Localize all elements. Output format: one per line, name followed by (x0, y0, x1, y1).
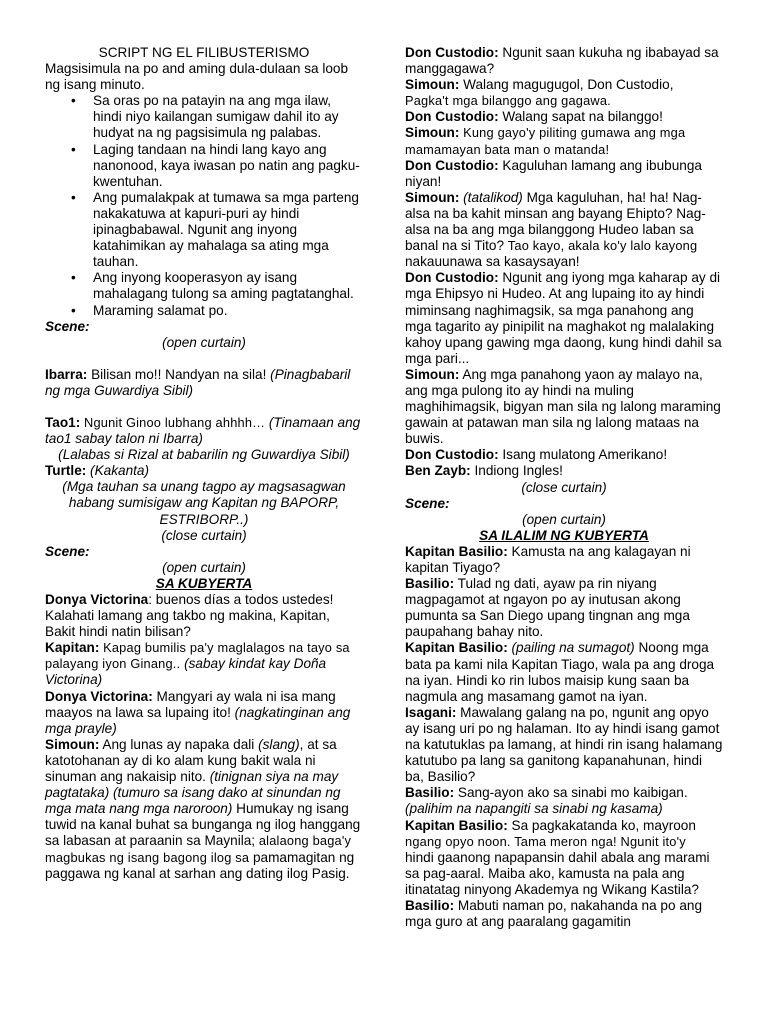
speaker-name: Ben Zayb: (405, 463, 471, 479)
stage-direction: (palihim na napangiti sa sinabi ng kasama) (405, 801, 663, 817)
speaker-name: Simoun: (45, 736, 100, 752)
stage-direction: (close curtain) (521, 479, 607, 495)
dialogue-line: Basilio: Mabuti naman po, nakahanda na po ang mga guro at ang paaralang gagamitin (405, 897, 703, 930)
stage-direction: (Tinamaan ang tao1 sabay talon ni Ibarra) (45, 414, 361, 447)
stage-direction: (open curtain) (162, 559, 246, 575)
speaker-name: Don Custodio: (405, 45, 499, 60)
bullet-icon: • (71, 93, 76, 109)
list-item: • Sa oras po na patayin na ang mga ilaw, hindi niyo kailangan sumigaw dahil ito ay hudyat na ng pagsisimula ng palabas. (71, 93, 339, 141)
speaker-name: Simoun: (405, 366, 460, 382)
dialogue-line: Donya Victorina: Mangyari ay wala ni isa mang maayos na lawa sa lupaing ito! (nagkatinginan ang mga prayle) (45, 688, 351, 736)
speaker-name: Don Custodio: (405, 109, 499, 125)
intro-text: Magsisimula na po and aming dula-dulaan sa loob ng isang minuto. (45, 61, 349, 93)
speaker-name: Basilio: (405, 576, 455, 592)
speaker-name: Don Custodio: (405, 447, 499, 463)
scene-label: Scene: (405, 495, 450, 511)
bullet-icon: • (71, 189, 76, 205)
dialogue-line: Donya Victorina: buenos días a todos ustedes! Kalahati lamang ang takbo ng makina, Kapitan, Bakit hindi natin bilisan? (45, 592, 334, 640)
speaker-name: Kapitan Basilio: (405, 640, 508, 656)
list-item: • Ang pumalakpak at tumawa sa mga parteng nakakatuwa at kapuri-puri ay hindi ipinagbabawal. Ngunit ang inyong katahimikan ay mahalaga sa ating mga tauhan. (71, 189, 359, 270)
dialogue-line: Turtle: (Kakanta) (45, 463, 149, 479)
speaker-name: Simoun: (405, 125, 460, 141)
dialogue-line: Don Custodio: Walang sapat na bilanggo! (405, 109, 663, 125)
scene-label: Scene: (45, 543, 90, 559)
script-title: SCRIPT NG EL FILIBUSTERISMO (98, 45, 310, 60)
dialogue-line: Isagani: Mawalang galang na po, ngunit ang opyo ay isang uri po ng halaman. Ito ay hindi isang gamot na katutuklas pa lamang, at hindi rin isang halamang katutubo pa lang sa ganitong kapanahunan, hindi ba, Basilio? (405, 704, 723, 785)
dialogue-line: Kapitan Basilio: Kamusta na ang kalagayan ni kapitan Tiyago? (405, 543, 691, 575)
dialogue-line: Kapitan: Kapag bumilis pa'y maglalagos na tayo sa palayang iyon Ginang.. (sabay kindat kay Doña Victorina) (45, 640, 350, 688)
dialogue-line: Don Custodio: Kaguluhan lamang ang ibubunga niyan! (405, 157, 702, 189)
speaker-name: Kapitan Basilio: (405, 543, 508, 559)
stage-direction: (Pinagbabaril ng mga Guwardiya Sibil) (45, 366, 351, 398)
stage-direction: (nagkatinginan ang mga prayle) (45, 704, 351, 736)
speaker-name: Simoun: (405, 189, 460, 205)
stage-direction: (sabay kindat kay Doña Victorina) (45, 656, 327, 688)
speaker-name: Simoun: (405, 77, 460, 93)
dialogue-line: Don Custodio: Ngunit saan kukuha ng ibabayad sa manggagawa? (405, 45, 719, 77)
speaker-name: Donya Victorina (45, 592, 149, 607)
dialogue-line: Basilio: Sang-ayon ako sa sinabi mo kaibigan. (palihim na napangiti sa sinabi ng kasama) (405, 785, 688, 817)
dialogue-line: Simoun: Kung gayo'y piliting gumawa ang mga mamamayan bata man o matanda! (405, 125, 686, 157)
dialogue-line: Simoun: Ang mga panahong yaon ay malayo na, ang mga pulong ito ay hindi na muling maghihimagsik, bigyan man sila ng lalong maraming gawain at patawan man sila ng lalong mataas na buwis. (405, 366, 721, 447)
dialogue-line: Tao1: Ngunit Ginoo lubhang ahhhh… (Tinamaan ang tao1 sabay talon ni Ibarra) (45, 414, 361, 447)
dialogue-line: Ibarra: Bilisan mo!! Nandyan na sila! (Pinagbabaril ng mga Guwardiya Sibil) (45, 366, 351, 398)
stage-direction: (Mga tauhan sa unang tagpo ay magsasagwan habang sumisigaw ang Kapitan ng BAPORP, ESTRIBORP..) (62, 479, 346, 527)
dialogue-line: Simoun: Walang magugugol, Don Custodio, Pagka't mga bilanggo ang gagawa. (405, 77, 674, 109)
stage-direction: (open curtain) (162, 334, 246, 350)
speaker-name: Kapitan Basilio: (405, 817, 508, 833)
speaker-name: Don Custodio: (405, 270, 499, 286)
stage-direction: (Lalabas si Rizal at babarilin ng Guwardiya Sibil) (58, 447, 350, 463)
speaker-name: Donya Victorina: (45, 688, 153, 704)
reminder-list (45, 93, 363, 318)
list-item: • Laging tandaan na hindi lang kayo ang nanonood, kaya iwasan po natin ang pagku-kwentuhan. (71, 141, 360, 189)
bullet-icon: • (71, 302, 76, 318)
dialogue-line: Kapitan Basilio: Sa pagkakatanda ko, mayroon ngang opyo noon. Tama meron nga! Ngunit ito'y hindi gaanong napapansin dahil abala ang marami sa pag-aaral. Maiba ako, kamusta na pala ang itinatatag ninyong Akademya ng Wikang Kastila? (405, 817, 710, 897)
speaker-name: Basilio: (405, 785, 455, 801)
right-column (405, 45, 723, 930)
dialogue-line: Kapitan Basilio: (pailing na sumagot) Noong mga bata pa kami nila Kapitan Tiago, wala pa ang droga na iyan. Hindi ko rin lubos maisip kung saan ba nagmula ang masamang gamot na iyan. (405, 640, 715, 704)
dialogue-line: Basilio: Tulad ng dati, ayaw pa rin niyang magpagamot at ngayon po ay inutusan akong pumunta sa San Diego upang tingnan ang mga paupahang bahay nito. (405, 576, 690, 640)
speaker-name: Kapitan: (45, 640, 100, 656)
section-heading: SA KUBYERTA (155, 575, 253, 591)
dialogue-line: Don Custodio: Ngunit ang iyong mga kaharap ay di mga Ehipsyo ni Hudeo. At ang lupaing ito ay hindi miminsang naghimagsik, sa mga panahong ang mga tagarito ay pinipilit na maghakot ng malalaking kahoy upang gawing mga daong, kung hindi dahil sa mga pari... (405, 270, 722, 366)
speaker-name: Turtle: (45, 463, 87, 479)
stage-direction: (pailing na sumagot) (507, 640, 635, 656)
list-item: • Ang inyong kooperasyon ay isang mahalagang tulong sa aming pagtatanghal. (71, 270, 354, 302)
stage-direction: (tatalikod) (459, 189, 523, 205)
bullet-icon: • (71, 141, 76, 157)
speaker-name: Don Custodio: (405, 157, 499, 173)
dialogue-line: Simoun: (tatalikod) Mga kaguluhan, ha! ha! Nag-alsa na ba kahit minsan ang bayang Ehipto? Nag-alsa na ba ang mga bilanggong Hudeo laban sa banal na si Tito? Tao kayo, akala ko'y lalo kayong nakauunawa sa kasaysayan! (405, 189, 706, 270)
list-item: • Maraming salamat po. (71, 302, 228, 318)
speaker-name: Basilio: (405, 897, 455, 913)
bullet-icon: • (71, 270, 76, 286)
dialogue-line: Don Custodio: Isang mulatong Amerikano! (405, 447, 668, 463)
stage-direction: (tinignan siya na may pagtataka) (tumuro sa isang dako at sinundan ng mga mata nang mga naroroon) (45, 769, 341, 817)
stage-direction: (open curtain) (522, 511, 606, 527)
dialogue-line: Ben Zayb: Indiong Ingles! (405, 463, 563, 479)
speaker-name: Isagani: (405, 704, 457, 720)
speaker-name: Tao1: (45, 414, 81, 430)
speaker-name: Ibarra: (45, 366, 88, 382)
left-column (45, 45, 363, 882)
dialogue-line: Simoun: Ang lunas ay napaka dali (slang), at sa katotohanan ay di ko alam kung bakit wala ni sinuman ang nakaisip nito. (tinignan siya na may pagtataka) (tumuro sa isang dako at sinundan ng mga mata nang mga naroroon) Humukay ng isang tuwid na kanal buhat sa bunganga ng ilog hanggang sa labasan at paraanin sa Maynila; alalaong baga'y magbukas ng isang bagong ilog sa pamamagitan ng paggawa ng kanal at sarhan ang dating ilog Pasig. (45, 736, 361, 881)
scene-label: Scene: (45, 318, 90, 334)
section-heading: SA ILALIM NG KUBYERTA (479, 527, 649, 543)
stage-direction: (close curtain) (161, 527, 247, 543)
